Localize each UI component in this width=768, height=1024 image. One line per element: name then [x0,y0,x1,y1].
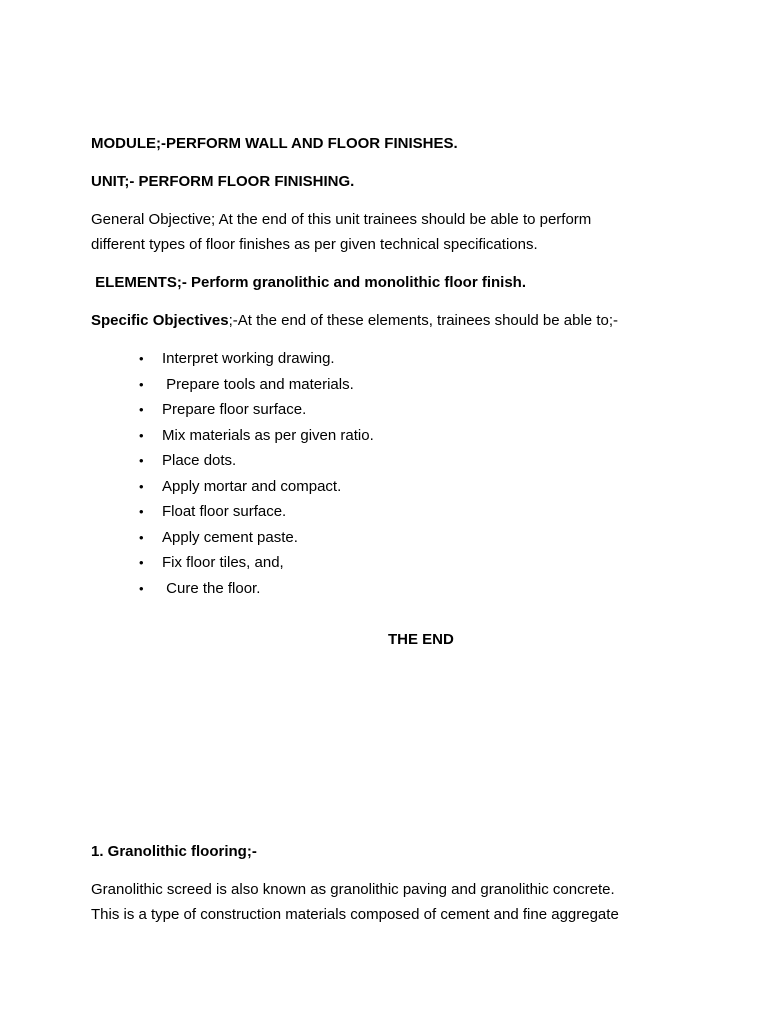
list-item-text: Place dots. [162,452,237,469]
bullet-icon: • [139,453,144,468]
section-heading: 1. Granolithic flooring;- [91,843,257,860]
list-item-text: Mix materials as per given ratio. [162,426,374,444]
specific-objectives-text: ;-At the end of these elements, trainees should be able to;- [228,312,618,329]
the-end-heading: THE END [388,631,454,648]
bullet-icon: • [139,504,144,519]
bullet-icon: • [139,351,144,366]
unit-heading: UNIT;- PERFORM FLOOR FINISHING. [91,173,355,190]
list-item-text: Prepare tools and materials. [162,375,354,393]
bullet-icon: • [139,376,144,392]
list-item-text: Cure the floor. [162,579,261,597]
bullet-icon: • [139,402,144,417]
module-heading: MODULE;-PERFORM WALL AND FLOOR FINISHES. [91,135,458,152]
general-objective-line-2: different types of floor finishes as per given technical specifications. [91,236,538,253]
bullet-icon: • [139,580,144,596]
section-paragraph-line-2: This is a type of construction materials composed of cement and fine aggregate [91,906,619,923]
list-item-text: Fix floor tiles, and, [162,554,284,571]
list-item-text: Float floor surface. [162,503,287,520]
list-item-text: Apply mortar and compact. [162,477,342,495]
specific-objectives-line [91,308,618,333]
bullet-icon: • [139,555,144,570]
bullet-icon: • [139,478,144,494]
list-item-text: Apply cement paste. [162,528,298,546]
elements-heading: ELEMENTS;- Perform granolithic and monolithic floor finish. [91,274,527,291]
general-objective-line-1: General Objective; At the end of this unit trainees should be able to perform [91,211,592,228]
bullet-icon: • [139,529,144,545]
bullet-icon: • [139,427,144,443]
list-item-text: Interpret working drawing. [162,350,335,367]
specific-objectives-label: Specific Objectives [91,312,229,329]
section-paragraph-line-1: Granolithic screed is also known as granolithic paving and granolithic concrete. [91,881,615,898]
list-item-text: Prepare floor surface. [162,401,307,418]
